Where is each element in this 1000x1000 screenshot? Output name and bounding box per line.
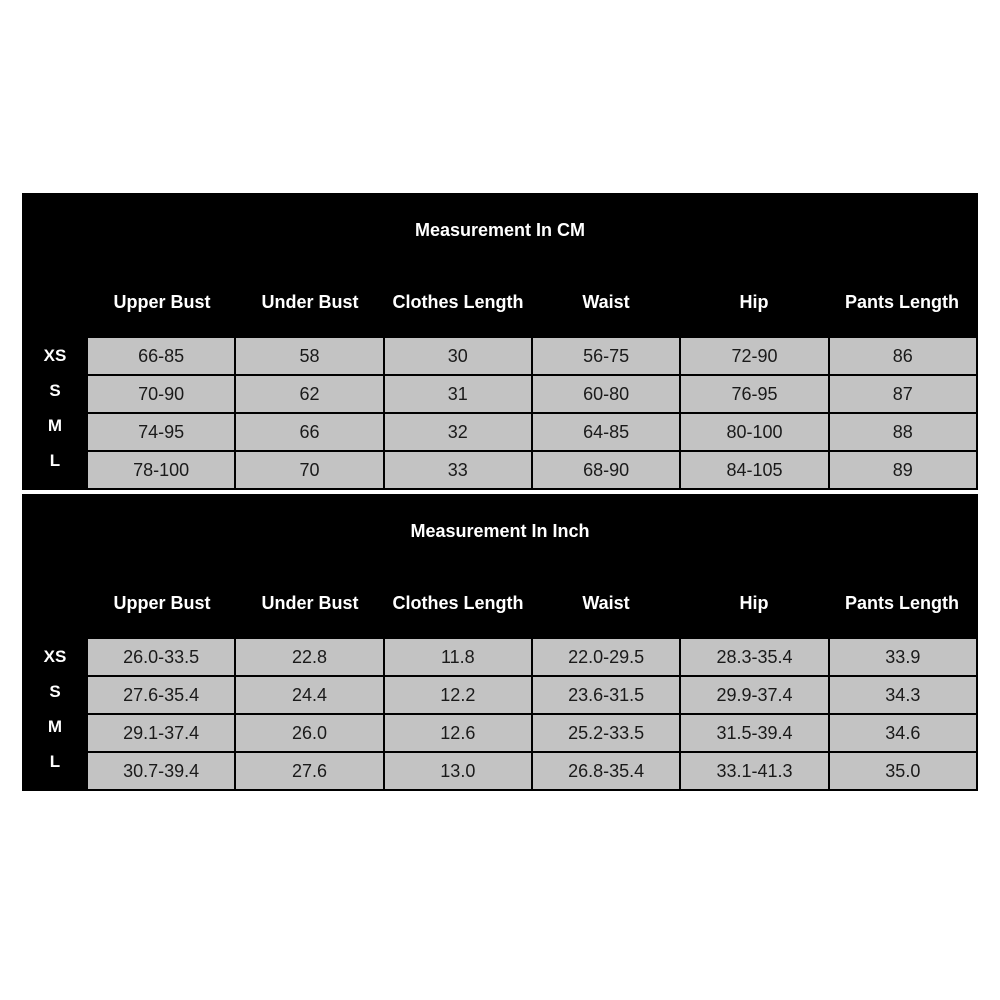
table-cell: 29.9-37.4	[681, 677, 827, 713]
table-cell: 30.7-39.4	[88, 753, 234, 789]
measurement-grid	[88, 338, 976, 488]
column-header: Upper Bust	[113, 593, 211, 613]
size-label: M	[47, 415, 63, 435]
table-cell: 24.4	[236, 677, 382, 713]
size-labels	[22, 338, 88, 478]
table-cell: 70	[236, 452, 382, 488]
table-cell: 26.8-35.4	[533, 753, 679, 789]
table-cell: 78-100	[88, 452, 234, 488]
table-cell: 22.8	[236, 639, 382, 675]
table-cell: 60-80	[533, 376, 679, 412]
table-cell: 23.6-31.5	[533, 677, 679, 713]
table-cell: 58	[236, 338, 382, 374]
table-cell: 34.6	[830, 715, 976, 751]
column-header: Waist	[582, 593, 630, 613]
size-label: XS	[43, 345, 67, 365]
table-cell: 31	[385, 376, 531, 412]
column-header: Waist	[582, 292, 630, 312]
table-cell: 87	[830, 376, 976, 412]
table-cell: 30	[385, 338, 531, 374]
column-header: Upper Bust	[113, 292, 211, 312]
size-table-inch	[22, 494, 978, 791]
size-labels	[22, 639, 88, 779]
column-header: Hip	[739, 593, 769, 613]
table-cell: 33	[385, 452, 531, 488]
table-cell: 66	[236, 414, 382, 450]
table-cell: 70-90	[88, 376, 234, 412]
column-header: Hip	[739, 292, 769, 312]
table-cell: 26.0-33.5	[88, 639, 234, 675]
table-cell: 68-90	[533, 452, 679, 488]
table-cell: 34.3	[830, 677, 976, 713]
size-label: L	[49, 450, 61, 470]
table-cell: 35.0	[830, 753, 976, 789]
table-cell: 26.0	[236, 715, 382, 751]
column-header: Clothes Length	[392, 593, 524, 613]
column-header: Under Bust	[261, 292, 359, 312]
table-cell: 22.0-29.5	[533, 639, 679, 675]
table-title: Measurement In Inch	[410, 521, 590, 541]
table-cell: 32	[385, 414, 531, 450]
table-cell: 13.0	[385, 753, 531, 789]
table-cell: 66-85	[88, 338, 234, 374]
table-cell: 25.2-33.5	[533, 715, 679, 751]
table-cell: 64-85	[533, 414, 679, 450]
table-cell: 56-75	[533, 338, 679, 374]
table-cell: 74-95	[88, 414, 234, 450]
size-label: M	[47, 716, 63, 736]
table-cell: 84-105	[681, 452, 827, 488]
table-cell: 27.6-35.4	[88, 677, 234, 713]
table-cell: 62	[236, 376, 382, 412]
table-cell: 76-95	[681, 376, 827, 412]
table-cell: 12.2	[385, 677, 531, 713]
header-row	[88, 291, 976, 313]
column-header: Pants Length	[844, 292, 959, 312]
size-label: S	[49, 681, 61, 701]
table-cell: 31.5-39.4	[681, 715, 827, 751]
table-cell: 80-100	[681, 414, 827, 450]
size-label: S	[49, 380, 61, 400]
table-cell: 27.6	[236, 753, 382, 789]
table-cell: 86	[830, 338, 976, 374]
size-label: L	[49, 751, 61, 771]
column-header: Under Bust	[261, 593, 359, 613]
table-cell: 11.8	[385, 639, 531, 675]
table-cell: 89	[830, 452, 976, 488]
table-cell: 33.1-41.3	[681, 753, 827, 789]
table-cell: 88	[830, 414, 976, 450]
measurement-grid	[88, 639, 976, 789]
table-cell: 72-90	[681, 338, 827, 374]
table-title: Measurement In CM	[414, 220, 586, 240]
size-label: XS	[43, 646, 67, 666]
column-header: Clothes Length	[392, 292, 524, 312]
table-cell: 28.3-35.4	[681, 639, 827, 675]
column-header: Pants Length	[844, 593, 959, 613]
table-cell: 12.6	[385, 715, 531, 751]
header-row	[88, 592, 976, 614]
table-cell: 29.1-37.4	[88, 715, 234, 751]
size-table-cm	[22, 193, 978, 490]
table-cell: 33.9	[830, 639, 976, 675]
